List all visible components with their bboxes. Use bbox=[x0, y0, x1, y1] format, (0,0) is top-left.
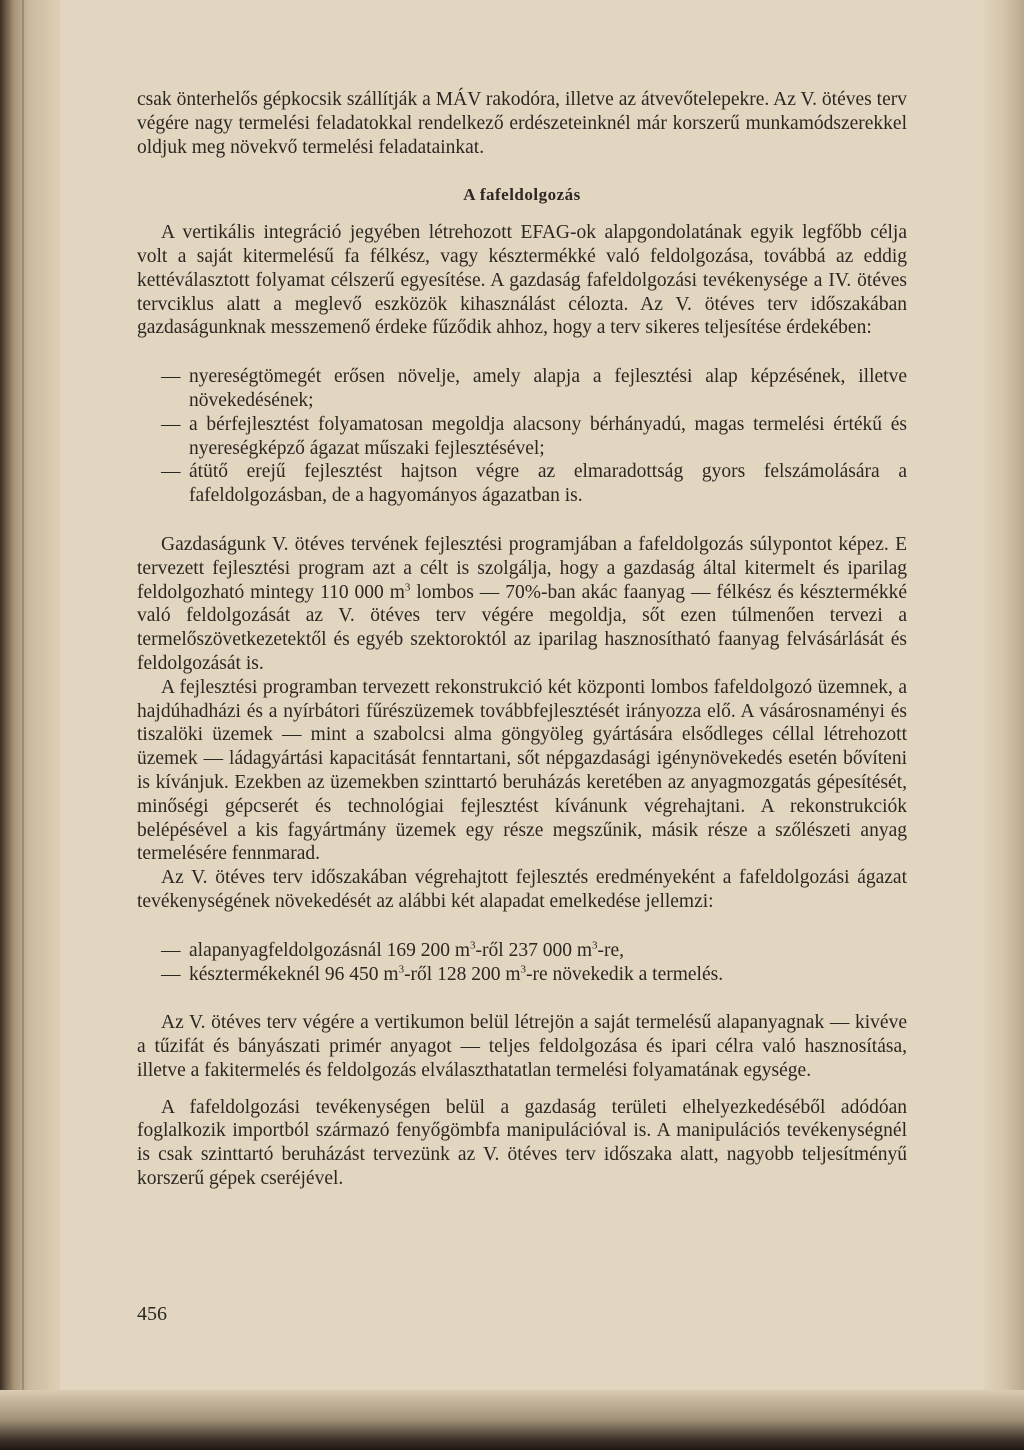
list-item-text: -re növekedik a termelés. bbox=[526, 963, 724, 985]
list-item bbox=[137, 413, 907, 461]
page-bottom-edge bbox=[0, 1390, 1024, 1450]
paragraph-text: Gazdaságunk V. ötéves tervének fejlesztési programjában a fafeldolgozás súlypontot képez. E tervezett fejlesztési program azt a célt is szolgálja, hogy a gazdaság által kitermelt és iparilag feldolgozható mintegy 110 000 m bbox=[137, 533, 907, 603]
list-item bbox=[137, 460, 907, 508]
superscript: 3 bbox=[592, 939, 598, 952]
paragraph-development-program bbox=[137, 533, 907, 676]
list-item-text: késztermékeknél 96 450 m bbox=[189, 963, 399, 985]
spine-fold-line bbox=[22, 0, 24, 1450]
list-item-text: nyereségtömegét erősen növelje, amely alapja a fejlesztési alap képzésének, illetve növekedésének; bbox=[189, 366, 907, 411]
list-item bbox=[137, 963, 907, 987]
list-item-text: alapanyagfeldolgozásnál 169 200 m bbox=[189, 939, 471, 961]
paragraph-text: lombos — 70%-ban akác faanyag — félkész és késztermékké való feldolgozását az V. ötéves terv végére megoldja, sőt ezen túlmenően tervezi a termelőszövetkezetektől és egyéb szektoroktól az iparilag hasznosítható faanyag felvásárlását és feldolgozását is. bbox=[137, 581, 907, 674]
data-list bbox=[137, 939, 907, 987]
page-body bbox=[137, 88, 907, 1191]
intro-paragraph: csak önterhelős gépkocsik szállítják a MÁV rakodóra, illetve az átvevőtelepekre. Az V. ötéves terv végére nagy termelési feladatokkal rendelkező erdészeteinknél már korszerű munkamódszerekkel oldjuk meg növekvő termelési feladatainkat. bbox=[137, 89, 907, 158]
list-item-text: -ről 128 200 m bbox=[404, 963, 521, 985]
list-item-text: -ről 237 000 m bbox=[475, 939, 592, 961]
dash-bullet bbox=[161, 365, 181, 389]
paragraph-import-manipulation: A fafeldolgozási tevékenységen belül a gazdaság területi elhelyezkedéséből adódóan foglalkozik importból származó fenyőgömbfa manipulációval is. A manipulációs tevékenységnél is csak szinttartó beruházást tervezünk az V. ötéves terv időszaka alatt, nagyobb teljesítményű korszerű gépek cseréjével. bbox=[137, 1096, 907, 1190]
list-item bbox=[137, 939, 907, 963]
superscript: 3 bbox=[520, 963, 527, 975]
page-right-edge bbox=[984, 0, 1024, 1450]
paragraph-reconstruction: A fejlesztési programban tervezett rekonstrukció két központi lombos fafeldolgozó üzemnek, a hajdúhadházi és a nyírbátori fűrészüzemek továbbfejlesztését irányozza elő. A vásárosnaményi és tiszalöki üzemek — mint a szabolcsi alma göngyöleg gyártására elsődleges céllal létrehozott üzemek — ládagyártási kapacitását fenntartani, sőt népgazdasági igénynövekedés esetén bővíteni is kívánjuk. Ezekben az üzemekben szinttartó beruházás keretében az anyagmozgatás gépesítését, minőségi gépcserét és technológiai fejlesztést kívánunk végrehajtani. A rekonstrukciók belépésével a kis fagyártmány üzemek egy része megszűnik, másik része a szőlészeti anyag termelésére fennmarad. bbox=[137, 676, 907, 865]
page-number: 456 bbox=[137, 1303, 167, 1325]
paragraph-vertical-unity: Az V. ötéves terv végére a vertikumon belül létrejön a saját termelésű alapanyagnak — kivéve a tűzifát és bányászati primér anyagot — teljes feldolgozása és ipari célra való hasznosítása, illetve a fakitermelés és feldolgozás elválaszthatatlan termelési folyamatának egysége. bbox=[137, 1012, 907, 1081]
superscript: 3 bbox=[404, 581, 411, 594]
superscript: 3 bbox=[470, 939, 476, 952]
section-heading: A fafeldolgozás bbox=[463, 185, 581, 205]
paragraph-results: Az V. ötéves terv időszakában végrehajtott fejlesztés eredményeként a fafeldolgozási ágazat tevékenységének növekedését az alábbi két alapadat emelkedése jellemzi: bbox=[137, 867, 907, 912]
dash-bullet bbox=[161, 460, 181, 484]
list-item-text: -re, bbox=[597, 939, 625, 961]
list-item-text: a bérfejlesztést folyamatosan megoldja alacsony bérhányadú, magas termelési értékű és nyereségképző ágazat műszaki fejlesztésével; bbox=[189, 413, 907, 459]
paragraph-vertical-integration: A vertikális integráció jegyében létrehozott EFAG-ok alapgondolatának egyik legfőbb célja volt a saját kitermelésű fa félkész, vagy késztermékké való feldolgozása, továbbá az eddig kettéválasztott folyamat célszerű egyesítése. A gazdaság fafeldolgozási tevékenysége a IV. ötéves tervciklus alatt a meglevő eszközök kihasználást célozta. Az V. ötéves terv időszakában gazdaságunknak messzemenő érdeke fűződik ahhoz, hogy a terv sikeres teljesítése érdekében: bbox=[137, 222, 907, 339]
dash-bullet bbox=[161, 963, 181, 987]
superscript: 3 bbox=[398, 963, 405, 975]
list-item bbox=[137, 365, 907, 413]
goals-list bbox=[137, 365, 907, 508]
dash-bullet bbox=[161, 939, 181, 963]
list-item-text: átütő erejű fejlesztést hajtson végre az elmaradottság gyors felszámolására a fafeldolgozásban, de a hagyományos ágazatban is. bbox=[189, 461, 907, 507]
book-spine-shadow bbox=[0, 0, 60, 1450]
dash-bullet bbox=[161, 413, 181, 437]
